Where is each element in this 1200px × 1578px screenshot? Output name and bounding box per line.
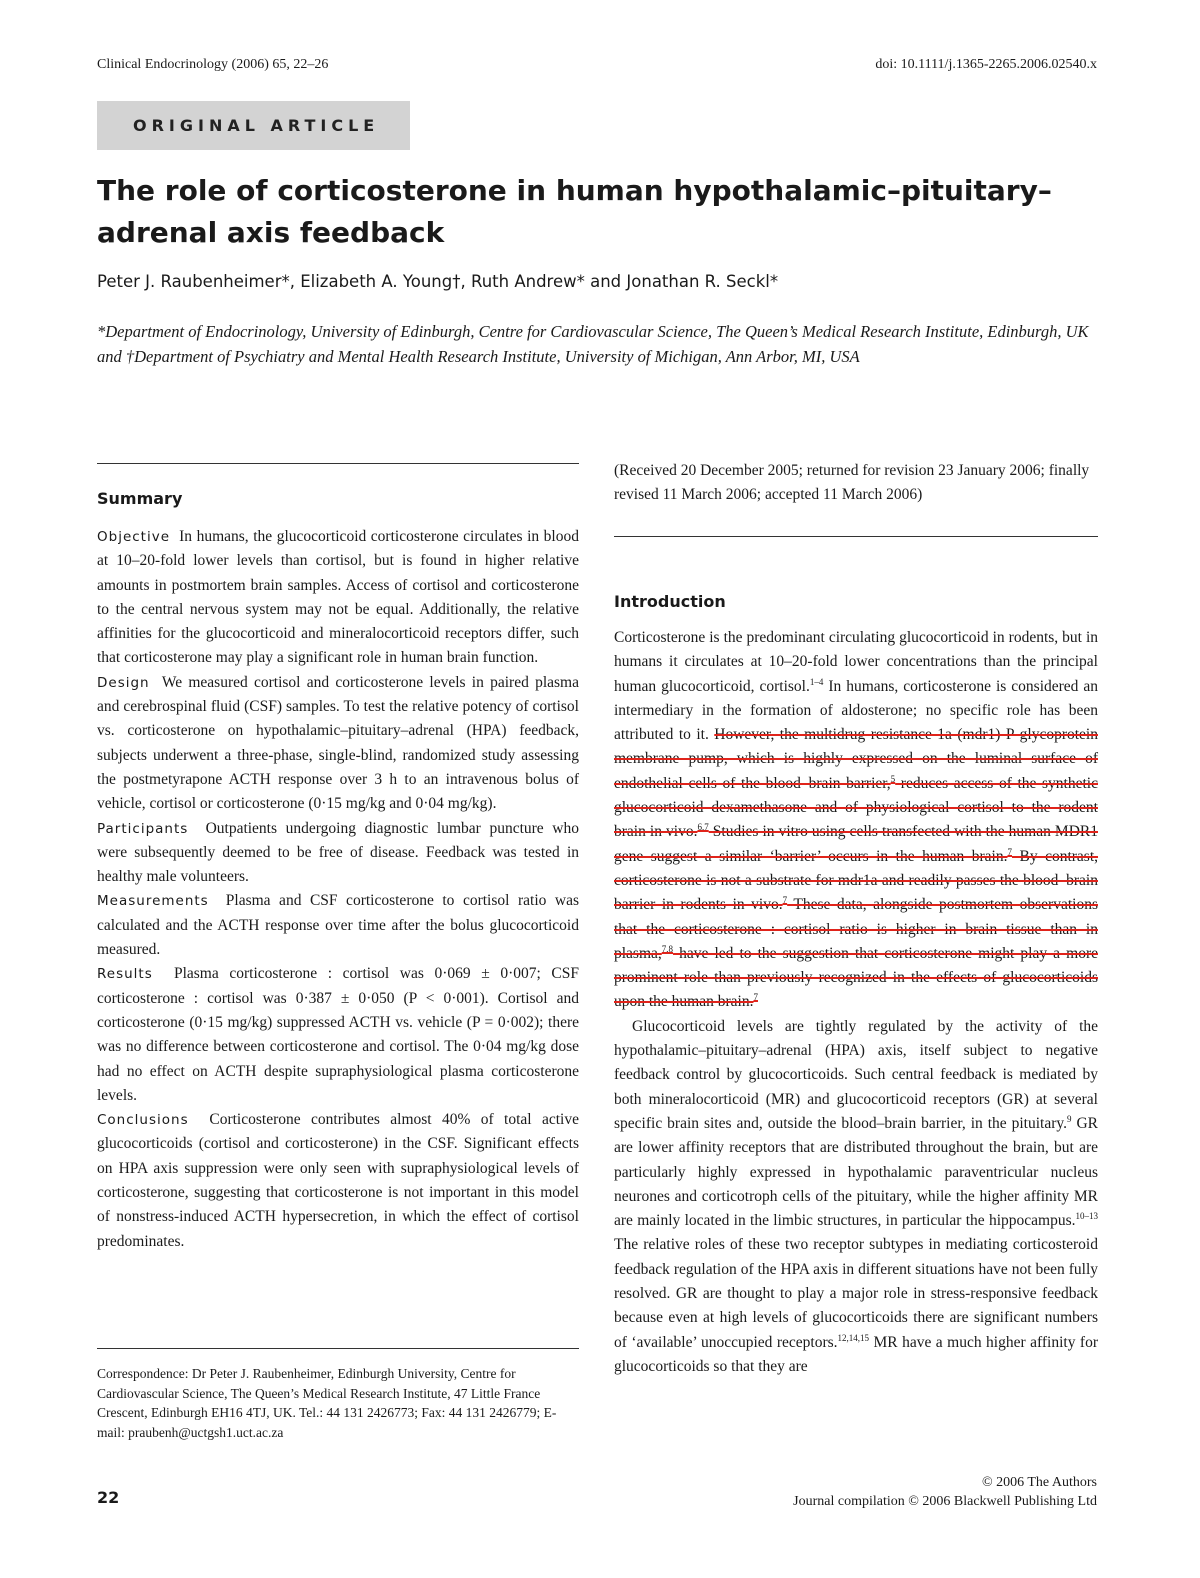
intro-paragraph: Corticosterone is the predominant circulating glucocorticoid in rodents, but in humans it circulates at 10–20-fold lower concentrations than the principal human glucocorticoid, cortisol.$^{1-4}$ In humans, corticosterone is considered an intermediary in the formation of aldosterone; no specific role has been attributed to it. However, the multidrug resistance 1a (mdr1) P-glycoprotein membrane pump, which is highly expressed on the luminal surface of endothelial cells of the blood–brain barrier,$^5$ reduces access of the synthetic glucocorticoid dexamethasone and of physiological cortisol to the rodent brain in vivo.$^{6,7}$ Studies in vitro using cells transfected with the human MDR1 gene suggest a similar ‘barrier’ occurs in the human brain.$^7$ By contrast, corticosterone is not a substrate for mdr1a and readily passes the blood–brain barrier in rodents in vivo.$^7$ These data, alongside postmortem observations that the corticosterone : cortisol ratio is higher in brain tissue than in plasma,$^{7,8}$ have led to the suggestion that corticosterone might play a more prominent role than previously recognized in the effects of glucocorticoids upon the human brain.$^7$ — [614, 629, 1099, 1011]
summary-label: Design — [97, 674, 150, 691]
correspondence: Correspondence: Dr Peter J. Raubenheimer, Edinburgh University, Centre for Cardiovascular Science, The Queen’s Medical Research Institute, 47 Little France Crescent, Edinburgh EH16 4TJ, UK. Tel.: 44 131 2426773; Fax: 44 131 2426779; E-mail: praubenh@uctgsh1.uct.ac.za — [97, 1366, 557, 1440]
divider — [97, 1348, 579, 1349]
reference-marker: 10–13 — [1075, 1210, 1098, 1221]
summary-results: Results Plasma corticosterone : cortisol was 0·069 ± 0·007; CSF corticosterone : cortisol was 0·387 ± 0·050 (P < 0·001). Cortisol and corticosterone (0·15 mg/kg) suppressed ACTH vs. vehicle (P = 0·002); there was no difference between corticosterone and cortisol. The 0·04 mg/kg dose had no effect on ACTH despite supraphysiological plasma corticosterone levels. — [97, 965, 580, 1104]
reference-marker: 7,8 — [661, 943, 674, 954]
summary-label: Participants — [97, 820, 189, 837]
article-title: The role of corticosterone in human hypothalamic–pituitary–adrenal axis feedback — [97, 174, 1052, 249]
journal-citation: Clinical Endocrinology (2006) 65, 22–26 — [97, 57, 329, 72]
affiliations: *Department of Endocrinology, University of Edinburgh, Centre for Cardiovascular Science, The Queen’s Medical Research Institute, Edinburgh, UK and †Department of Psychiatry and Mental Health Research Institute, University of Michigan, Ann Arbor, MI, USA — [97, 322, 1089, 366]
summary-body — [97, 525, 579, 1254]
reference-marker: 5 — [890, 773, 896, 784]
reference-marker: 1–4 — [809, 676, 824, 687]
summary-measurements: Measurements Plasma and CSF corticosterone to cortisol ratio was calculated and the ACTH response over time after the bolus glucocorticoid measured. — [97, 892, 579, 959]
reference-marker: 7 — [782, 895, 788, 906]
summary-label: Conclusions — [97, 1112, 189, 1129]
section-banner-label: ORIGINAL ARTICLE — [133, 116, 380, 135]
summary-objective: Objective In humans, the glucocorticoid corticosterone circulates in blood at 10–20-fold lower levels than cortisol, but is found in higher relative amounts in postmortem brain samples. Access of cortisol and corticosterone to the central nervous system may not be equal. Additionally, the relative affinities for the glucocorticoid and mineralocorticoid receptors differ, such that corticosterone may play a significant role in human brain function. — [97, 528, 579, 667]
section-banner — [97, 101, 410, 150]
page-number: 22 — [97, 1488, 120, 1507]
summary-participants: Participants Outpatients undergoing diagnostic lumbar puncture who were subsequently deemed to be free of disease. Feedback was tested in healthy male volunteers. — [97, 819, 579, 886]
reference-marker: 7 — [753, 992, 758, 1003]
reference-marker: 6,7 — [697, 822, 709, 833]
received-dates: (Received 20 December 2005; returned for revision 23 January 2006; finally revised 11 March 2006; accepted 11 March 2006) — [614, 462, 1090, 503]
summary-label: Objective — [97, 529, 171, 545]
divider — [97, 463, 579, 464]
reference-marker: 12,14,15 — [837, 1332, 870, 1343]
struck-text: However, the multidrug resistance 1a (mdr1) P-glycoprotein membrane pump, which is highly expressed on the luminal surface of endothelial cells of the blood–brain barrier,$^5$ reduces access of the synthetic glucocorticoid dexamethasone and of physiological cortisol to the rodent brain in vivo.$^{6,7}$ Studies in vitro using cells transfected with the human MDR1 gene suggest a similar ‘barrier’ occurs in the human brain.$^7$ By contrast, corticosterone is not a substrate for mdr1a and readily passes the blood–brain barrier in rodents in vivo.$^7$ These data, alongside postmortem observations that the corticosterone : cortisol ratio is higher in brain tissue than in plasma,$^{7,8}$ have led to the suggestion that corticosterone might play a more prominent role than previously recognized in the effects of glucocorticoids upon the human brain.$^7$ — [614, 726, 1099, 1011]
intro-paragraph: Glucocorticoid levels are tightly regulated by the activity of the hypothalamic–pituitary–adrenal (HPA) axis, itself subject to negative feedback control by glucocorticoids. Such central feedback is mediated by both mineralocorticoid (MR) and glucocorticoid receptors (GR) at several specific brain sites and, outside the blood–brain barrier, in the pituitary.$^9$ GR are lower affinity receptors that are distributed throughout the brain, but are particularly highly expressed in hypothalamic paraventricular nucleus neurones and corticotroph cells of the pituitary, while the higher affinity MR are mainly located in the limbic structures, in particular the hippocampus.$^{10-13}$ The relative roles of these two receptor subtypes in mediating corticosteroid feedback regulation of the HPA axis in different situations have not been fully resolved. GR are thought to play a major role in stress-responsive feedback because even at high levels of glucocorticoids there are significant numbers of ‘available’ unoccupied receptors.$^{12,14,15}$ MR have a much higher affinity for glucocorticoids so that they are — [614, 1017, 1098, 1375]
summary-heading: Summary — [97, 489, 183, 508]
authors: Peter J. Raubenheimer*, Elizabeth A. Young†, Ruth Andrew* and Jonathan R. Seckl* — [97, 272, 779, 291]
summary-design: Design We measured cortisol and corticosterone levels in paired plasma and cerebrospinal fluid (CSF) samples. To test the relative potency of cortisol vs. corticosterone on hypothalamic–pituitary–adrenal (HPA) feedback, subjects underwent a three-phase, single-blind, randomized study assessing the postmetyrapone ACTH response over 3 h to an intravenous bolus of vehicle, cortisol or corticosterone (0·15 mg/kg and 0·04 mg/kg). — [97, 673, 579, 813]
reference-marker: 9 — [1067, 1113, 1072, 1124]
summary-label: Results — [97, 966, 153, 983]
divider — [614, 536, 1098, 537]
doi: doi: 10.1111/j.1365-2265.2006.02540.x — [875, 57, 1097, 72]
summary-label: Measurements — [97, 893, 209, 910]
copyright: © 2006 The Authors Journal compilation © 2006 Blackwell Publishing Ltd — [793, 1475, 1097, 1509]
reference-marker: 7 — [1007, 846, 1012, 857]
introduction-heading: Introduction — [614, 592, 726, 611]
introduction-body — [614, 626, 1098, 1379]
summary-conclusions: Conclusions Corticosterone contributes almost 40% of total active glucocorticoids (cortisol and corticosterone) in the CSF. Significant effects on HPA axis suppression were only seen with supraphysiological levels of corticosterone, suggesting that corticosterone is not important in this model of nonstress-induced ACTH hypersecretion, in which the effect of cortisol predominates. — [97, 1111, 579, 1250]
